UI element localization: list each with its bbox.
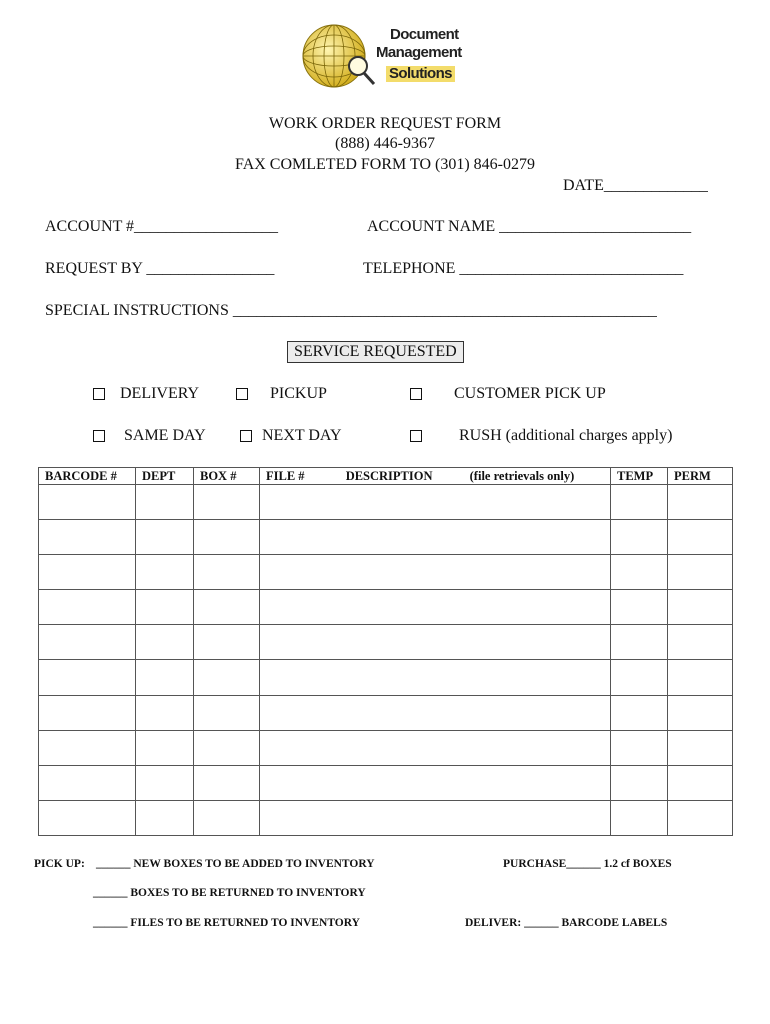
cell-box[interactable] (194, 590, 260, 625)
cell-file-description[interactable] (260, 485, 611, 520)
service-requested-heading: SERVICE REQUESTED (287, 341, 464, 363)
cell-file-description[interactable] (260, 590, 611, 625)
request-by-field[interactable]: REQUEST BY ________________ (45, 260, 275, 277)
pickup-option[interactable] (236, 385, 327, 403)
account-number-field[interactable]: ACCOUNT #__________________ (45, 218, 279, 235)
cell-box[interactable] (194, 555, 260, 590)
cell-temp[interactable] (611, 660, 668, 695)
cell-barcode[interactable] (39, 695, 136, 730)
table-row (39, 590, 733, 625)
cell-dept[interactable] (136, 485, 194, 520)
col-perm: PERM (668, 468, 733, 485)
cell-file-description[interactable] (260, 555, 611, 590)
cell-temp[interactable] (611, 730, 668, 765)
table-row (39, 695, 733, 730)
cell-box[interactable] (194, 520, 260, 555)
same-day-checkbox[interactable] (93, 430, 105, 442)
cell-perm[interactable] (668, 485, 733, 520)
logo-text-management: Management (376, 44, 462, 61)
cell-dept[interactable] (136, 730, 194, 765)
cell-dept[interactable] (136, 555, 194, 590)
cell-barcode[interactable] (39, 765, 136, 800)
table-row (39, 485, 733, 520)
rush-option[interactable] (410, 427, 672, 445)
customer-pickup-checkbox[interactable] (410, 388, 422, 400)
rush-label: RUSH (additional charges apply) (459, 427, 673, 444)
globe-magnifier-icon (300, 22, 380, 94)
cell-box[interactable] (194, 625, 260, 660)
logo-text-document: Document (390, 26, 459, 43)
table-row (39, 660, 733, 695)
delivery-label: DELIVERY (120, 385, 200, 402)
cell-temp[interactable] (611, 765, 668, 800)
cell-temp[interactable] (611, 625, 668, 660)
table-row (39, 765, 733, 800)
cell-dept[interactable] (136, 765, 194, 800)
form-title: WORK ORDER REQUEST FORM (268, 115, 502, 132)
cell-file-description[interactable] (260, 800, 611, 835)
rush-checkbox[interactable] (410, 430, 422, 442)
col-box: BOX # (194, 468, 260, 485)
cell-file-description[interactable] (260, 625, 611, 660)
phone-number: (888) 446-9367 (335, 135, 435, 152)
table-row (39, 730, 733, 765)
table-row (39, 800, 733, 835)
delivery-option[interactable] (93, 385, 199, 403)
cell-dept[interactable] (136, 590, 194, 625)
cell-dept[interactable] (136, 660, 194, 695)
cell-barcode[interactable] (39, 660, 136, 695)
cell-file-description[interactable] (260, 730, 611, 765)
cell-box[interactable] (194, 730, 260, 765)
cell-box[interactable] (194, 695, 260, 730)
pickup-label: PICK UP: (34, 858, 85, 870)
boxes-return-line[interactable]: ______ BOXES TO BE RETURNED TO INVENTORY (93, 887, 366, 899)
cell-dept[interactable] (136, 695, 194, 730)
cell-dept[interactable] (136, 800, 194, 835)
customer-pickup-label: CUSTOMER PICK UP (454, 385, 606, 402)
cell-temp[interactable] (611, 555, 668, 590)
special-instructions-field[interactable]: SPECIAL INSTRUCTIONS _____________________________________________________ (45, 302, 657, 319)
cell-file-description[interactable] (260, 695, 611, 730)
account-name-field[interactable]: ACCOUNT NAME ________________________ (367, 218, 692, 235)
cell-file-description[interactable] (260, 660, 611, 695)
cell-file-description[interactable] (260, 765, 611, 800)
deliver-labels-line[interactable]: DELIVER: ______ BARCODE LABELS (465, 917, 668, 929)
cell-dept[interactable] (136, 520, 194, 555)
cell-dept[interactable] (136, 625, 194, 660)
pickup-label: PICKUP (270, 385, 327, 402)
col-file-description (260, 468, 611, 485)
purchase-line[interactable]: PURCHASE______ 1.2 cf BOXES (503, 858, 672, 870)
table-row (39, 555, 733, 590)
cell-temp[interactable] (611, 520, 668, 555)
cell-barcode[interactable] (39, 800, 136, 835)
cell-barcode[interactable] (39, 520, 136, 555)
table-header-row (39, 468, 733, 485)
cell-perm[interactable] (668, 590, 733, 625)
customer-pickup-option[interactable] (410, 385, 606, 403)
pickup-checkbox[interactable] (236, 388, 248, 400)
cell-file-description[interactable] (260, 520, 611, 555)
next-day-checkbox[interactable] (240, 430, 252, 442)
col-description: DESCRIPTION (345, 468, 433, 483)
col-barcode: BARCODE # (39, 468, 136, 485)
files-return-line[interactable]: ______ FILES TO BE RETURNED TO INVENTORY (93, 917, 360, 929)
cell-box[interactable] (194, 800, 260, 835)
same-day-option[interactable] (93, 427, 206, 445)
next-day-option[interactable] (240, 427, 342, 445)
cell-perm[interactable] (668, 695, 733, 730)
cell-barcode[interactable] (39, 555, 136, 590)
delivery-checkbox[interactable] (93, 388, 105, 400)
same-day-label: SAME DAY (124, 427, 206, 444)
cell-box[interactable] (194, 660, 260, 695)
col-file: FILE # (266, 468, 305, 483)
col-retrievals-note: (file retrievals only) (469, 468, 575, 483)
telephone-field[interactable]: TELEPHONE ____________________________ (363, 260, 684, 277)
cell-barcode[interactable] (39, 730, 136, 765)
cell-perm[interactable] (668, 800, 733, 835)
cell-barcode[interactable] (39, 590, 136, 625)
cell-temp[interactable] (611, 800, 668, 835)
col-temp: TEMP (611, 468, 668, 485)
col-dept: DEPT (136, 468, 194, 485)
date-field[interactable]: DATE_____________ (563, 177, 708, 194)
cell-perm[interactable] (668, 730, 733, 765)
company-logo (300, 22, 462, 94)
cell-perm[interactable] (668, 660, 733, 695)
cell-box[interactable] (194, 485, 260, 520)
cell-perm[interactable] (668, 520, 733, 555)
new-boxes-line[interactable]: ______ NEW BOXES TO BE ADDED TO INVENTORY (96, 858, 375, 870)
cell-perm[interactable] (668, 765, 733, 800)
table-row (39, 520, 733, 555)
next-day-label: NEXT DAY (262, 427, 342, 444)
logo-text-solutions: Solutions (386, 66, 455, 82)
work-order-table (38, 467, 733, 836)
cell-temp[interactable] (611, 485, 668, 520)
cell-barcode[interactable] (39, 625, 136, 660)
cell-perm[interactable] (668, 625, 733, 660)
cell-perm[interactable] (668, 555, 733, 590)
cell-box[interactable] (194, 765, 260, 800)
cell-barcode[interactable] (39, 485, 136, 520)
cell-temp[interactable] (611, 695, 668, 730)
fax-instruction: FAX COMLETED FORM TO (301) 846-0279 (234, 156, 535, 173)
cell-temp[interactable] (611, 590, 668, 625)
table-row (39, 625, 733, 660)
